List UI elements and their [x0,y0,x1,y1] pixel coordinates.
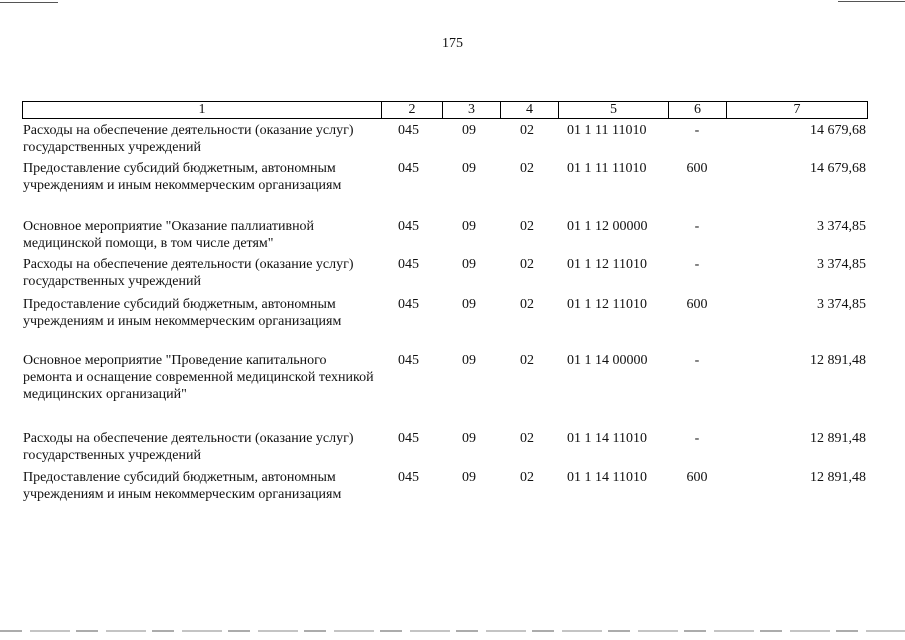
row-amount: 12 891,48 [810,353,866,368]
row-target-article: 01 1 11 11010 [567,161,647,176]
row-target-article: 01 1 12 00000 [567,219,648,234]
row-expense-type: - [694,123,700,138]
row-section: 09 [462,219,476,234]
row-grbs-code: 045 [398,353,419,368]
row-subsection: 02 [520,297,534,312]
row-subsection: 02 [520,257,534,272]
row-expense-type: 600 [686,470,708,485]
row-expense-type: - [694,219,700,234]
row-amount: 14 679,68 [810,123,866,138]
row-amount: 3 374,85 [817,219,866,234]
row-expense-type: - [694,257,700,272]
row-expense-type: 600 [686,161,708,176]
row-subsection: 02 [520,219,534,234]
column-header-3: 3 [442,102,500,118]
column-header-5: 5 [558,102,668,118]
row-target-article: 01 1 14 00000 [567,353,648,368]
row-section: 09 [462,123,476,138]
row-subsection: 02 [520,353,534,368]
row-target-article: 01 1 14 11010 [567,431,647,446]
row-expense-type: - [694,353,700,368]
scan-edge-top-left [0,2,58,3]
row-grbs-code: 045 [398,219,419,234]
row-section: 09 [462,470,476,485]
table-header-row [22,101,868,119]
column-header-6: 6 [668,102,726,118]
row-target-article: 01 1 12 11010 [567,297,647,312]
page-number: 175 [442,36,463,51]
row-name: Предоставление субсидий бюджетным, автономным учреждениям и иным некоммерческим организациям [23,161,342,193]
column-header-7: 7 [726,102,867,118]
row-amount: 12 891,48 [810,431,866,446]
row-amount: 14 679,68 [810,161,866,176]
row-section: 09 [462,353,476,368]
row-grbs-code: 045 [398,470,419,485]
row-expense-type: - [694,431,700,446]
row-section: 09 [462,161,476,176]
row-grbs-code: 045 [398,123,419,138]
row-target-article: 01 1 11 11010 [567,123,647,138]
row-name: Расходы на обеспечение деятельности (оказание услуг) государственных учреждений [23,431,354,463]
row-name: Расходы на обеспечение деятельности (оказание услуг) государственных учреждений [23,257,354,289]
row-target-article: 01 1 12 11010 [567,257,647,272]
row-subsection: 02 [520,123,534,138]
row-grbs-code: 045 [398,297,419,312]
column-header-4: 4 [500,102,558,118]
row-grbs-code: 045 [398,161,419,176]
column-header-1: 1 [198,102,206,117]
scan-edge-bottom [0,630,905,632]
row-grbs-code: 045 [398,257,419,272]
scan-edge-top-right [838,1,905,2]
row-subsection: 02 [520,161,534,176]
row-name: Расходы на обеспечение деятельности (оказание услуг) государственных учреждений [23,123,354,155]
row-subsection: 02 [520,470,534,485]
row-target-article: 01 1 14 11010 [567,470,647,485]
row-expense-type: 600 [686,297,708,312]
row-name: Предоставление субсидий бюджетным, автономным учреждениям и иным некоммерческим организациям [23,470,342,502]
row-name: Предоставление субсидий бюджетным, автономным учреждениям и иным некоммерческим организациям [23,297,342,329]
row-section: 09 [462,431,476,446]
row-section: 09 [462,257,476,272]
row-amount: 3 374,85 [817,257,866,272]
row-subsection: 02 [520,431,534,446]
row-section: 09 [462,297,476,312]
row-grbs-code: 045 [398,431,419,446]
row-name: Основное мероприятие "Оказание паллиативной медицинской помощи, в том числе детям" [23,219,315,251]
row-amount: 3 374,85 [817,297,866,312]
row-name: Основное мероприятие "Проведение капитального ремонта и оснащение современной медицинской техникой медицинских организаций" [23,353,374,402]
row-amount: 12 891,48 [810,470,866,485]
column-header-2: 2 [381,102,442,118]
